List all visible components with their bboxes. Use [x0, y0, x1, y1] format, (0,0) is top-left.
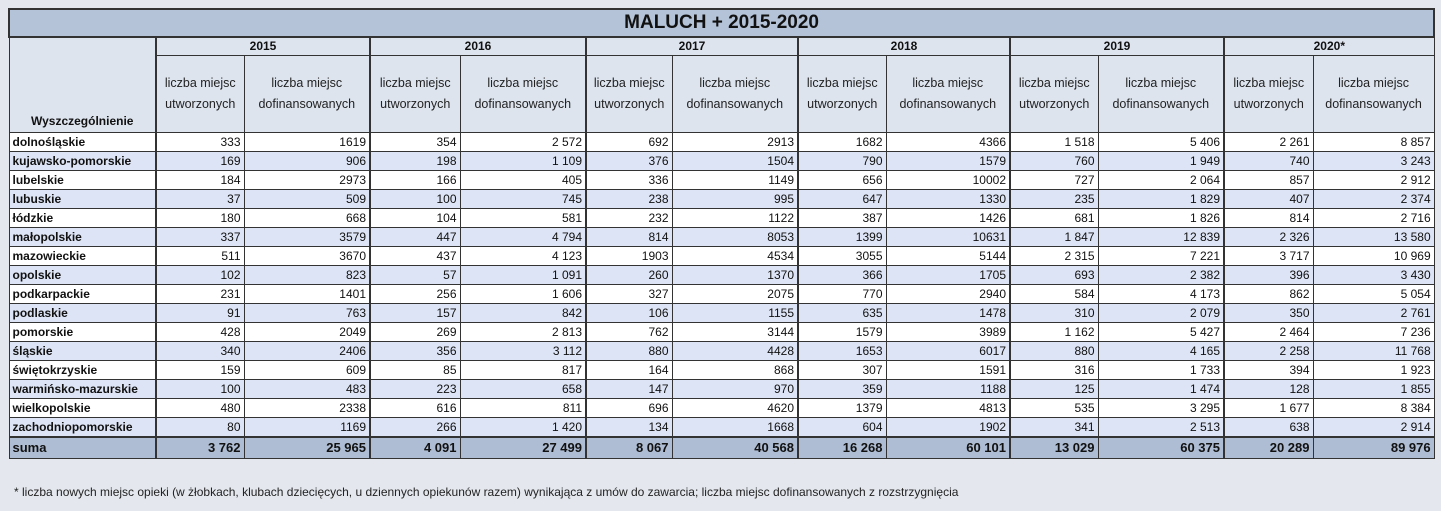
- table-cell: 1 677: [1224, 399, 1313, 418]
- subheader-created: liczba miejsc utworzonych: [370, 56, 460, 133]
- table-cell: 13 580: [1313, 228, 1434, 247]
- table-cell: 366: [798, 266, 886, 285]
- table-cell: 2913: [672, 133, 798, 152]
- table-cell: 13 029: [1010, 437, 1098, 459]
- table-cell: 3 243: [1313, 152, 1434, 171]
- table-cell: 668: [244, 209, 370, 228]
- table-cell: 354: [370, 133, 460, 152]
- table-cell: 20 289: [1224, 437, 1313, 459]
- table-cell: 2406: [244, 342, 370, 361]
- table-row: [9, 380, 1434, 399]
- subheader-created: liczba miejsc utworzonych: [586, 56, 672, 133]
- table-cell: 1 829: [1098, 190, 1224, 209]
- table-cell: 2338: [244, 399, 370, 418]
- table-cell: 1 855: [1313, 380, 1434, 399]
- table-cell: 1 474: [1098, 380, 1224, 399]
- table-cell: 880: [1010, 342, 1098, 361]
- table-cell: 609: [244, 361, 370, 380]
- table-cell: 3 112: [460, 342, 586, 361]
- table-cell: 8053: [672, 228, 798, 247]
- table-cell: 823: [244, 266, 370, 285]
- footnote: * liczba nowych miejsc opieki (w żłobkach, klubach dziecięcych, u dziennych opiekunów razem) wynikająca z umów do zawarcia; liczba miejsc dofinansowanych z rozstrzygnięcia: [14, 485, 959, 499]
- table-cell: 7 221: [1098, 247, 1224, 266]
- table-cell: 535: [1010, 399, 1098, 418]
- table-cell: 376: [586, 152, 672, 171]
- table-cell: 333: [156, 133, 244, 152]
- table-cell: 57: [370, 266, 460, 285]
- table-cell: 37: [156, 190, 244, 209]
- table-cell: 5 427: [1098, 323, 1224, 342]
- subheader-created: liczba miejsc utworzonych: [798, 56, 886, 133]
- year-header: 2017: [586, 37, 798, 56]
- table-cell: 770: [798, 285, 886, 304]
- table-cell: 134: [586, 418, 672, 438]
- table-cell: 307: [798, 361, 886, 380]
- year-header: 2019: [1010, 37, 1224, 56]
- row-label: opolskie: [9, 266, 156, 285]
- table-cell: 762: [586, 323, 672, 342]
- table-cell: 1 420: [460, 418, 586, 438]
- table-cell: 584: [1010, 285, 1098, 304]
- table-cell: 1682: [798, 133, 886, 152]
- table-cell: 2 374: [1313, 190, 1434, 209]
- table-cell: 1653: [798, 342, 886, 361]
- table-cell: 2 079: [1098, 304, 1224, 323]
- table-cell: 340: [156, 342, 244, 361]
- total-row: [9, 437, 1434, 459]
- table-cell: 11 768: [1313, 342, 1434, 361]
- table-cell: 862: [1224, 285, 1313, 304]
- table-cell: 89 976: [1313, 437, 1434, 459]
- table-cell: 4 173: [1098, 285, 1224, 304]
- table-cell: 1169: [244, 418, 370, 438]
- table-cell: 4620: [672, 399, 798, 418]
- table-cell: 128: [1224, 380, 1313, 399]
- subheader-funded: liczba miejsc dofinansowanych: [244, 56, 370, 133]
- table-cell: 511: [156, 247, 244, 266]
- table-cell: 693: [1010, 266, 1098, 285]
- table-cell: 811: [460, 399, 586, 418]
- table-cell: 1401: [244, 285, 370, 304]
- table-cell: 336: [586, 171, 672, 190]
- table-cell: 10631: [886, 228, 1010, 247]
- table-cell: 1619: [244, 133, 370, 152]
- table-cell: 1903: [586, 247, 672, 266]
- table-cell: 1330: [886, 190, 1010, 209]
- table-cell: 604: [798, 418, 886, 438]
- table-cell: 3 295: [1098, 399, 1224, 418]
- table-cell: 2 315: [1010, 247, 1098, 266]
- row-label: lubuskie: [9, 190, 156, 209]
- table-cell: 1399: [798, 228, 886, 247]
- table-cell: 681: [1010, 209, 1098, 228]
- table-cell: 638: [1224, 418, 1313, 438]
- table-cell: 8 857: [1313, 133, 1434, 152]
- table-row: [9, 171, 1434, 190]
- table-cell: 356: [370, 342, 460, 361]
- table-cell: 147: [586, 380, 672, 399]
- table-cell: 5144: [886, 247, 1010, 266]
- table-row: [9, 342, 1434, 361]
- row-label: kujawsko-pomorskie: [9, 152, 156, 171]
- table-cell: 1 826: [1098, 209, 1224, 228]
- subheader-created: liczba miejsc utworzonych: [1224, 56, 1313, 133]
- table-cell: 159: [156, 361, 244, 380]
- table-row: [9, 399, 1434, 418]
- table-cell: 1122: [672, 209, 798, 228]
- table-cell: 3989: [886, 323, 1010, 342]
- table-cell: 4428: [672, 342, 798, 361]
- table-cell: 1591: [886, 361, 1010, 380]
- table-cell: 2 382: [1098, 266, 1224, 285]
- maluch-table: [8, 8, 1435, 459]
- table-cell: 1579: [798, 323, 886, 342]
- table-cell: 2 761: [1313, 304, 1434, 323]
- table-cell: 3055: [798, 247, 886, 266]
- table-row: [9, 133, 1434, 152]
- row-label: łódzkie: [9, 209, 156, 228]
- table-cell: 60 375: [1098, 437, 1224, 459]
- table-cell: 4 091: [370, 437, 460, 459]
- row-label: mazowieckie: [9, 247, 156, 266]
- table-cell: 260: [586, 266, 672, 285]
- table-cell: 2 716: [1313, 209, 1434, 228]
- table-cell: 8 067: [586, 437, 672, 459]
- table-cell: 157: [370, 304, 460, 323]
- table-row: [9, 285, 1434, 304]
- year-header: 2018: [798, 37, 1010, 56]
- table-cell: 2075: [672, 285, 798, 304]
- table-cell: 1155: [672, 304, 798, 323]
- table-cell: 12 839: [1098, 228, 1224, 247]
- table-cell: 3 762: [156, 437, 244, 459]
- table-cell: 341: [1010, 418, 1098, 438]
- table-cell: 166: [370, 171, 460, 190]
- row-label: świętokrzyskie: [9, 361, 156, 380]
- table-cell: 995: [672, 190, 798, 209]
- table-cell: 814: [1224, 209, 1313, 228]
- table-cell: 396: [1224, 266, 1313, 285]
- table-row: [9, 266, 1434, 285]
- table-cell: 1379: [798, 399, 886, 418]
- table-cell: 2 326: [1224, 228, 1313, 247]
- table-cell: 2973: [244, 171, 370, 190]
- table-cell: 269: [370, 323, 460, 342]
- table-cell: 85: [370, 361, 460, 380]
- table-cell: 350: [1224, 304, 1313, 323]
- table-cell: 1 923: [1313, 361, 1434, 380]
- table-cell: 692: [586, 133, 672, 152]
- table-cell: 656: [798, 171, 886, 190]
- table-cell: 790: [798, 152, 886, 171]
- table-cell: 223: [370, 380, 460, 399]
- row-label: podlaskie: [9, 304, 156, 323]
- table-cell: 1579: [886, 152, 1010, 171]
- table-cell: 91: [156, 304, 244, 323]
- table-cell: 2940: [886, 285, 1010, 304]
- table-cell: 3670: [244, 247, 370, 266]
- table-cell: 16 268: [798, 437, 886, 459]
- row-header-label: Wyszczególnienie: [9, 37, 156, 133]
- table-cell: 1478: [886, 304, 1010, 323]
- table-cell: 180: [156, 209, 244, 228]
- table-cell: 1 733: [1098, 361, 1224, 380]
- table-cell: 868: [672, 361, 798, 380]
- subheader-funded: liczba miejsc dofinansowanych: [460, 56, 586, 133]
- year-header: 2020*: [1224, 37, 1434, 56]
- table-cell: 817: [460, 361, 586, 380]
- table-cell: 2 261: [1224, 133, 1313, 152]
- table-cell: 745: [460, 190, 586, 209]
- table-cell: 1426: [886, 209, 1010, 228]
- table-cell: 359: [798, 380, 886, 399]
- table-row: [9, 418, 1434, 438]
- table-cell: 27 499: [460, 437, 586, 459]
- table-cell: 1149: [672, 171, 798, 190]
- table-cell: 814: [586, 228, 672, 247]
- row-label: dolnośląskie: [9, 133, 156, 152]
- table-cell: 1504: [672, 152, 798, 171]
- table-cell: 256: [370, 285, 460, 304]
- table-row: [9, 209, 1434, 228]
- table-cell: 164: [586, 361, 672, 380]
- subheader-funded: liczba miejsc dofinansowanych: [886, 56, 1010, 133]
- table-cell: 80: [156, 418, 244, 438]
- table-cell: 231: [156, 285, 244, 304]
- table-cell: 658: [460, 380, 586, 399]
- row-label: śląskie: [9, 342, 156, 361]
- table-cell: 2 064: [1098, 171, 1224, 190]
- table-cell: 1705: [886, 266, 1010, 285]
- table-cell: 1 606: [460, 285, 586, 304]
- table-cell: 1668: [672, 418, 798, 438]
- table-cell: 102: [156, 266, 244, 285]
- table-cell: 1 162: [1010, 323, 1098, 342]
- table-cell: 4 123: [460, 247, 586, 266]
- year-header: 2015: [156, 37, 370, 56]
- table-title: MALUCH + 2015-2020: [9, 9, 1434, 37]
- table-cell: 3144: [672, 323, 798, 342]
- table-cell: 327: [586, 285, 672, 304]
- table-cell: 647: [798, 190, 886, 209]
- table-cell: 635: [798, 304, 886, 323]
- table-cell: 5 054: [1313, 285, 1434, 304]
- subheader-created: liczba miejsc utworzonych: [1010, 56, 1098, 133]
- table-cell: 3 430: [1313, 266, 1434, 285]
- table-cell: 316: [1010, 361, 1098, 380]
- table-cell: 266: [370, 418, 460, 438]
- row-label: wielkopolskie: [9, 399, 156, 418]
- subheader-funded: liczba miejsc dofinansowanych: [1098, 56, 1224, 133]
- table-cell: 1 949: [1098, 152, 1224, 171]
- table-cell: 696: [586, 399, 672, 418]
- table-cell: 447: [370, 228, 460, 247]
- row-label: zachodniopomorskie: [9, 418, 156, 438]
- table-cell: 232: [586, 209, 672, 228]
- subheader-funded: liczba miejsc dofinansowanych: [672, 56, 798, 133]
- table-cell: 760: [1010, 152, 1098, 171]
- row-label: lubelskie: [9, 171, 156, 190]
- table-cell: 1 091: [460, 266, 586, 285]
- table-cell: 4534: [672, 247, 798, 266]
- table-cell: 1 847: [1010, 228, 1098, 247]
- table-cell: 437: [370, 247, 460, 266]
- table-cell: 3579: [244, 228, 370, 247]
- data-table-container: [8, 8, 1433, 459]
- table-cell: 25 965: [244, 437, 370, 459]
- table-cell: 10 969: [1313, 247, 1434, 266]
- table-cell: 106: [586, 304, 672, 323]
- table-cell: 104: [370, 209, 460, 228]
- table-cell: 2 464: [1224, 323, 1313, 342]
- table-cell: 2 572: [460, 133, 586, 152]
- table-cell: 184: [156, 171, 244, 190]
- table-cell: 40 568: [672, 437, 798, 459]
- table-cell: 169: [156, 152, 244, 171]
- table-cell: 4 794: [460, 228, 586, 247]
- row-label: podkarpackie: [9, 285, 156, 304]
- table-cell: 857: [1224, 171, 1313, 190]
- table-cell: 238: [586, 190, 672, 209]
- table-row: [9, 190, 1434, 209]
- table-cell: 763: [244, 304, 370, 323]
- table-cell: 2 813: [460, 323, 586, 342]
- table-row: [9, 304, 1434, 323]
- table-cell: 235: [1010, 190, 1098, 209]
- table-cell: 740: [1224, 152, 1313, 171]
- table-cell: 2049: [244, 323, 370, 342]
- table-cell: 8 384: [1313, 399, 1434, 418]
- table-cell: 4 165: [1098, 342, 1224, 361]
- table-cell: 2 513: [1098, 418, 1224, 438]
- row-label: warmińsko-mazurskie: [9, 380, 156, 399]
- table-cell: 337: [156, 228, 244, 247]
- table-cell: 405: [460, 171, 586, 190]
- table-cell: 970: [672, 380, 798, 399]
- table-cell: 2 914: [1313, 418, 1434, 438]
- table-cell: 509: [244, 190, 370, 209]
- table-cell: 616: [370, 399, 460, 418]
- table-cell: 394: [1224, 361, 1313, 380]
- table-cell: 906: [244, 152, 370, 171]
- table-cell: 3 717: [1224, 247, 1313, 266]
- table-cell: 6017: [886, 342, 1010, 361]
- table-cell: 5 406: [1098, 133, 1224, 152]
- table-cell: 1370: [672, 266, 798, 285]
- table-cell: 1902: [886, 418, 1010, 438]
- table-cell: 727: [1010, 171, 1098, 190]
- table-cell: 4813: [886, 399, 1010, 418]
- table-row: [9, 152, 1434, 171]
- table-cell: 1 518: [1010, 133, 1098, 152]
- table-cell: 2 258: [1224, 342, 1313, 361]
- table-cell: 407: [1224, 190, 1313, 209]
- table-cell: 60 101: [886, 437, 1010, 459]
- table-cell: 198: [370, 152, 460, 171]
- table-row: [9, 228, 1434, 247]
- table-row: [9, 323, 1434, 342]
- table-cell: 125: [1010, 380, 1098, 399]
- table-cell: 428: [156, 323, 244, 342]
- table-cell: 7 236: [1313, 323, 1434, 342]
- table-cell: 483: [244, 380, 370, 399]
- table-cell: 10002: [886, 171, 1010, 190]
- subheader-funded: liczba miejsc dofinansowanych: [1313, 56, 1434, 133]
- table-cell: 581: [460, 209, 586, 228]
- table-row: [9, 247, 1434, 266]
- table-cell: 4366: [886, 133, 1010, 152]
- table-cell: 387: [798, 209, 886, 228]
- table-cell: 842: [460, 304, 586, 323]
- table-cell: 100: [156, 380, 244, 399]
- table-cell: 480: [156, 399, 244, 418]
- table-cell: 1188: [886, 380, 1010, 399]
- table-row: [9, 361, 1434, 380]
- row-label: suma: [9, 437, 156, 459]
- table-cell: 100: [370, 190, 460, 209]
- table-cell: 1 109: [460, 152, 586, 171]
- table-cell: 2 912: [1313, 171, 1434, 190]
- subheader-created: liczba miejsc utworzonych: [156, 56, 244, 133]
- table-cell: 310: [1010, 304, 1098, 323]
- year-header: 2016: [370, 37, 586, 56]
- row-label: małopolskie: [9, 228, 156, 247]
- table-cell: 880: [586, 342, 672, 361]
- row-label: pomorskie: [9, 323, 156, 342]
